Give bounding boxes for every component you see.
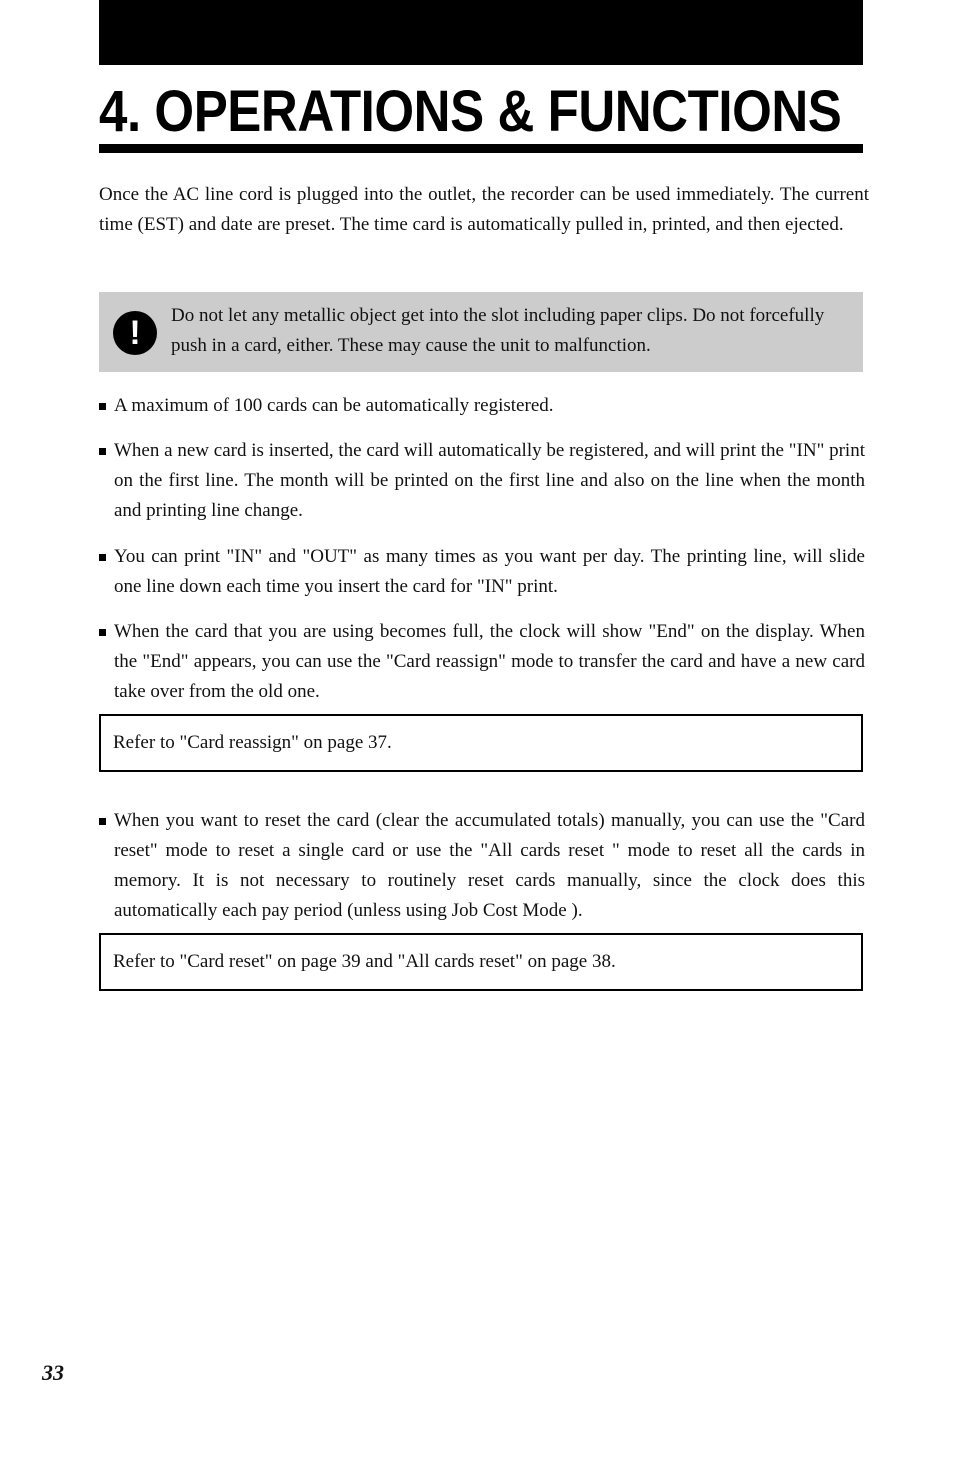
warning-box xyxy=(99,292,863,372)
bullet-item: You can print "IN" and "OUT" as many times as you want per day. The printing line, will slide one line down each time you insert the card for "IN" print. xyxy=(99,542,865,602)
bullet-item: A maximum of 100 cards can be automatically registered. xyxy=(99,391,865,421)
bullet-item: When you want to reset the card (clear the accumulated totals) manually, you can use the "Card reset" mode to reset a single card or use the "All cards reset " mode to reset all the cards in memory. It is not necessary to routinely reset cards manually, since the clock does this automatically each pay period (unless using Job Cost Mode ). xyxy=(99,806,865,926)
header-bar xyxy=(99,0,863,65)
title-underline xyxy=(99,144,863,153)
bullet-item: When a new card is inserted, the card will automatically be registered, and will print the "IN" print on the first line. The month will be printed on the first line and also on the line when the month and printing line change. xyxy=(99,436,865,526)
bullet-item: When the card that you are using becomes full, the clock will show "End" on the display. When the "End" appears, you can use the "Card reassign" mode to transfer the card and have a new card take over from the old one. xyxy=(99,617,865,707)
warning-text: Do not let any metallic object get into the slot including paper clips. Do not forcefully push in a card, either. These may cause the unit to malfunction. xyxy=(171,305,825,356)
intro-paragraph: Once the AC line cord is plugged into the outlet, the recorder can be used immediately. The current time (EST) and date are preset. The time card is automatically pulled in, printed, and then ejected. xyxy=(99,184,869,235)
page-number: 33 xyxy=(42,1360,64,1385)
page-title: 4. OPERATIONS & FUNCTIONS xyxy=(99,79,842,144)
reference-box: Refer to "Card reset" on page 39 and "All cards reset" on page 38. xyxy=(99,933,863,991)
reference-box: Refer to "Card reassign" on page 37. xyxy=(99,714,863,772)
exclamation-icon: ! xyxy=(113,311,157,355)
